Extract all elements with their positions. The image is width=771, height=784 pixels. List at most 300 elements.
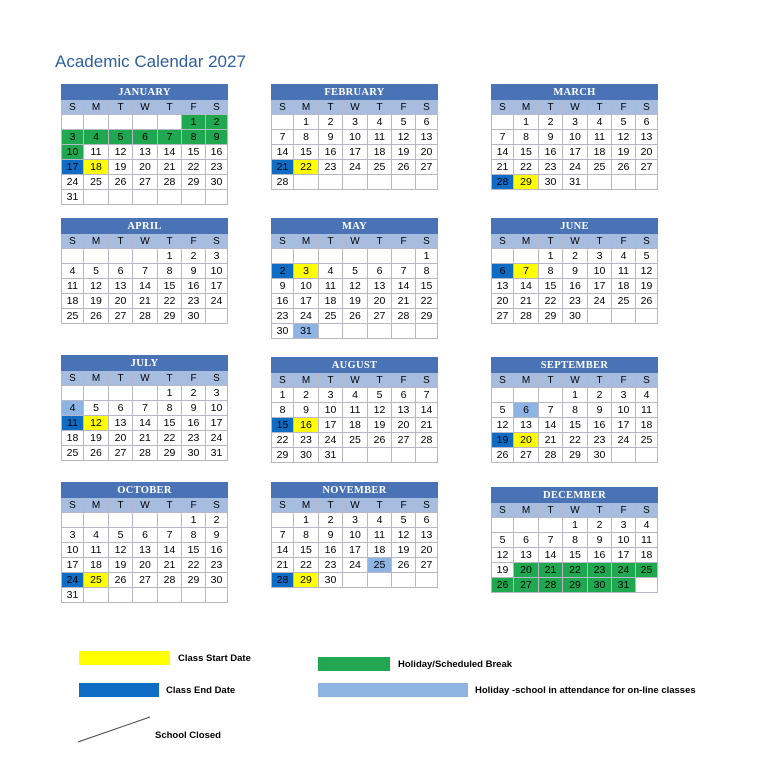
day-cell: 27 xyxy=(109,309,133,324)
day-cell: 13 xyxy=(109,279,133,294)
day-cell: 8 xyxy=(563,403,588,418)
week-row xyxy=(492,433,658,448)
weekday-label: F xyxy=(182,234,206,249)
day-cell: 10 xyxy=(206,401,228,416)
day-cell: 18 xyxy=(636,548,658,563)
empty-cell xyxy=(368,324,392,339)
day-cell: 30 xyxy=(182,446,206,461)
day-cell: 27 xyxy=(416,558,438,573)
day-cell: 9 xyxy=(539,130,563,145)
empty-cell xyxy=(636,448,658,463)
day-cell: 1 xyxy=(272,388,294,403)
day-cell: 29 xyxy=(539,309,563,324)
day-cell: 23 xyxy=(182,294,206,309)
day-cell: 6 xyxy=(133,528,158,543)
day-cell: 29 xyxy=(158,446,182,461)
empty-cell xyxy=(109,249,133,264)
day-cell: 3 xyxy=(343,513,368,528)
day-cell: 5 xyxy=(492,403,514,418)
day-cell: 2 xyxy=(182,249,206,264)
day-cell: 31 xyxy=(563,175,588,190)
day-cell: 26 xyxy=(492,578,514,593)
weekday-label: T xyxy=(539,373,563,388)
empty-cell xyxy=(368,573,392,588)
day-cell: 30 xyxy=(539,175,563,190)
month-march xyxy=(491,84,658,190)
day-cell: 2 xyxy=(319,115,343,130)
day-cell: 9 xyxy=(563,264,588,279)
day-cell: 21 xyxy=(539,433,563,448)
weekday-label: S xyxy=(206,498,228,513)
day-cell: 25 xyxy=(636,433,658,448)
day-cell: 4 xyxy=(343,388,368,403)
day-cell: 18 xyxy=(368,145,392,160)
day-cell: 7 xyxy=(133,401,158,416)
week-row xyxy=(272,309,438,324)
month-february xyxy=(271,84,438,190)
week-row xyxy=(492,563,658,578)
day-cell: 28 xyxy=(133,446,158,461)
day-cell: 16 xyxy=(319,543,343,558)
day-cell: 28 xyxy=(514,309,539,324)
day-cell: 2 xyxy=(588,388,612,403)
day-cell: 28 xyxy=(272,573,294,588)
month-april xyxy=(61,218,228,324)
day-cell: 1 xyxy=(294,513,319,528)
weekday-label: S xyxy=(636,503,658,518)
weekday-label: S xyxy=(492,100,514,115)
day-cell: 13 xyxy=(109,416,133,431)
day-cell: 29 xyxy=(182,175,206,190)
week-row xyxy=(492,403,658,418)
day-cell: 6 xyxy=(416,513,438,528)
day-cell: 28 xyxy=(158,573,182,588)
day-cell: 14 xyxy=(539,418,563,433)
week-row xyxy=(62,558,228,573)
day-cell: 6 xyxy=(636,115,658,130)
day-cell: 10 xyxy=(588,264,612,279)
empty-cell xyxy=(109,386,133,401)
empty-cell xyxy=(492,115,514,130)
weekday-label: W xyxy=(133,234,158,249)
empty-cell xyxy=(636,175,658,190)
empty-cell xyxy=(539,518,563,533)
empty-cell xyxy=(133,190,158,205)
weekday-label: W xyxy=(133,371,158,386)
weekday-label: T xyxy=(319,373,343,388)
weekday-label: T xyxy=(158,371,182,386)
day-cell: 4 xyxy=(588,115,612,130)
day-cell: 21 xyxy=(158,558,182,573)
week-row xyxy=(272,388,438,403)
day-cell: 7 xyxy=(158,528,182,543)
month-table xyxy=(271,218,438,339)
day-cell: 5 xyxy=(109,528,133,543)
day-cell: 13 xyxy=(514,548,539,563)
week-row xyxy=(62,401,228,416)
day-cell: 12 xyxy=(368,403,392,418)
day-cell: 21 xyxy=(272,558,294,573)
week-row xyxy=(492,533,658,548)
day-cell: 11 xyxy=(636,403,658,418)
legend-end-label: Class End Date xyxy=(166,685,236,696)
day-cell: 17 xyxy=(343,145,368,160)
day-cell: 28 xyxy=(158,175,182,190)
day-cell: 14 xyxy=(272,543,294,558)
day-cell: 4 xyxy=(636,388,658,403)
week-row xyxy=(272,403,438,418)
month-table xyxy=(271,482,438,588)
day-cell: 24 xyxy=(612,563,636,578)
day-cell: 10 xyxy=(319,403,343,418)
week-row xyxy=(62,446,228,461)
day-cell: 21 xyxy=(514,294,539,309)
day-cell: 6 xyxy=(492,264,514,279)
weekday-label: F xyxy=(392,234,416,249)
day-cell: 5 xyxy=(392,513,416,528)
day-cell: 30 xyxy=(588,578,612,593)
weekday-label: W xyxy=(133,100,158,115)
weekday-label: S xyxy=(416,100,438,115)
week-row xyxy=(272,160,438,175)
day-cell: 12 xyxy=(84,279,109,294)
day-cell: 29 xyxy=(294,573,319,588)
day-cell: 13 xyxy=(514,418,539,433)
weekday-label: T xyxy=(539,234,563,249)
empty-cell xyxy=(612,175,636,190)
day-cell: 14 xyxy=(133,279,158,294)
weekday-label: S xyxy=(636,373,658,388)
month-name: JULY xyxy=(62,356,228,371)
day-cell: 31 xyxy=(294,324,319,339)
day-cell: 16 xyxy=(319,145,343,160)
day-cell: 3 xyxy=(343,115,368,130)
empty-cell xyxy=(368,448,392,463)
day-cell: 22 xyxy=(158,294,182,309)
weekday-label: S xyxy=(206,234,228,249)
weekday-label: T xyxy=(158,100,182,115)
day-cell: 4 xyxy=(84,130,109,145)
empty-cell xyxy=(343,448,368,463)
day-cell: 26 xyxy=(343,309,368,324)
legend-online-swatch xyxy=(318,683,468,697)
day-cell: 27 xyxy=(392,433,416,448)
month-june xyxy=(491,218,658,324)
weekday-label: S xyxy=(636,234,658,249)
day-cell: 29 xyxy=(563,448,588,463)
week-row xyxy=(62,309,228,324)
month-august xyxy=(271,357,438,463)
day-cell: 8 xyxy=(294,528,319,543)
day-cell: 7 xyxy=(492,130,514,145)
weekday-label: T xyxy=(368,234,392,249)
weekday-label: S xyxy=(62,234,84,249)
day-cell: 4 xyxy=(368,115,392,130)
day-cell: 19 xyxy=(84,431,109,446)
day-cell: 13 xyxy=(368,279,392,294)
month-name: APRIL xyxy=(62,219,228,234)
day-cell: 20 xyxy=(133,558,158,573)
weekday-label: S xyxy=(416,373,438,388)
day-cell: 13 xyxy=(133,543,158,558)
week-row xyxy=(492,418,658,433)
day-cell: 27 xyxy=(416,160,438,175)
weekday-label: S xyxy=(206,371,228,386)
week-row xyxy=(62,145,228,160)
day-cell: 12 xyxy=(392,528,416,543)
empty-cell xyxy=(272,513,294,528)
day-cell: 14 xyxy=(272,145,294,160)
day-cell: 20 xyxy=(133,160,158,175)
day-cell: 20 xyxy=(636,145,658,160)
day-cell: 25 xyxy=(62,309,84,324)
month-name: JUNE xyxy=(492,219,658,234)
empty-cell xyxy=(182,588,206,603)
empty-cell xyxy=(514,518,539,533)
week-row xyxy=(62,279,228,294)
weekday-label: W xyxy=(343,373,368,388)
day-cell: 7 xyxy=(416,388,438,403)
weekday-label: F xyxy=(392,498,416,513)
day-cell: 6 xyxy=(133,130,158,145)
day-cell: 27 xyxy=(368,309,392,324)
day-cell: 31 xyxy=(612,578,636,593)
weekday-label: M xyxy=(294,100,319,115)
day-cell: 20 xyxy=(514,433,539,448)
month-september xyxy=(491,357,658,463)
day-cell: 30 xyxy=(206,573,228,588)
day-cell: 21 xyxy=(158,160,182,175)
day-cell: 17 xyxy=(588,279,612,294)
day-cell: 3 xyxy=(612,388,636,403)
week-row xyxy=(62,190,228,205)
day-cell: 28 xyxy=(539,578,563,593)
empty-cell xyxy=(492,518,514,533)
weekday-label: S xyxy=(492,503,514,518)
day-cell: 1 xyxy=(294,115,319,130)
empty-cell xyxy=(62,386,84,401)
empty-cell xyxy=(109,588,133,603)
weekday-label: S xyxy=(62,100,84,115)
day-cell: 11 xyxy=(62,279,84,294)
day-cell: 22 xyxy=(514,160,539,175)
month-table xyxy=(61,482,228,603)
day-cell: 20 xyxy=(492,294,514,309)
day-cell: 2 xyxy=(206,513,228,528)
month-name: JANUARY xyxy=(62,85,228,100)
legend-online-label: Holiday -school in attendance for on-line classes xyxy=(475,685,696,696)
day-cell: 28 xyxy=(133,309,158,324)
day-cell: 10 xyxy=(612,403,636,418)
day-cell: 26 xyxy=(392,558,416,573)
day-cell: 22 xyxy=(272,433,294,448)
day-cell: 11 xyxy=(368,528,392,543)
day-cell: 3 xyxy=(206,249,228,264)
empty-cell xyxy=(416,573,438,588)
weekday-label: F xyxy=(612,100,636,115)
day-cell: 12 xyxy=(343,279,368,294)
day-cell: 5 xyxy=(109,130,133,145)
day-cell: 30 xyxy=(182,309,206,324)
day-cell: 19 xyxy=(343,294,368,309)
weekday-label: S xyxy=(416,234,438,249)
week-row xyxy=(492,160,658,175)
day-cell: 15 xyxy=(539,279,563,294)
empty-cell xyxy=(492,388,514,403)
empty-cell xyxy=(343,324,368,339)
week-row xyxy=(272,573,438,588)
legend-start-swatch xyxy=(79,651,170,665)
month-table xyxy=(491,218,658,324)
day-cell: 26 xyxy=(492,448,514,463)
day-cell: 26 xyxy=(109,175,133,190)
week-row xyxy=(492,130,658,145)
weekday-label: W xyxy=(343,498,368,513)
day-cell: 4 xyxy=(368,513,392,528)
weekday-label: T xyxy=(319,100,343,115)
empty-cell xyxy=(294,249,319,264)
day-cell: 18 xyxy=(636,418,658,433)
day-cell: 13 xyxy=(392,403,416,418)
week-row xyxy=(272,145,438,160)
day-cell: 23 xyxy=(588,563,612,578)
empty-cell xyxy=(343,249,368,264)
day-cell: 10 xyxy=(343,130,368,145)
day-cell: 20 xyxy=(514,563,539,578)
day-cell: 28 xyxy=(272,175,294,190)
week-row xyxy=(272,543,438,558)
day-cell: 25 xyxy=(62,446,84,461)
day-cell: 27 xyxy=(492,309,514,324)
day-cell: 20 xyxy=(368,294,392,309)
day-cell: 18 xyxy=(84,558,109,573)
day-cell: 2 xyxy=(206,115,228,130)
day-cell: 9 xyxy=(319,130,343,145)
day-cell: 21 xyxy=(392,294,416,309)
day-cell: 21 xyxy=(272,160,294,175)
day-cell: 22 xyxy=(294,558,319,573)
page-title: Academic Calendar 2027 xyxy=(55,52,246,71)
weekday-label: M xyxy=(84,498,109,513)
day-cell: 24 xyxy=(62,175,84,190)
day-cell: 19 xyxy=(636,279,658,294)
weekday-label: W xyxy=(343,100,368,115)
empty-cell xyxy=(343,573,368,588)
empty-cell xyxy=(62,115,84,130)
weekday-label: T xyxy=(319,498,343,513)
day-cell: 17 xyxy=(206,416,228,431)
day-cell: 2 xyxy=(588,518,612,533)
week-row xyxy=(492,264,658,279)
week-row xyxy=(62,249,228,264)
weekday-label: T xyxy=(109,371,133,386)
day-cell: 10 xyxy=(62,543,84,558)
empty-cell xyxy=(492,249,514,264)
day-cell: 24 xyxy=(206,431,228,446)
empty-cell xyxy=(62,513,84,528)
legend-end-swatch xyxy=(79,683,159,697)
day-cell: 10 xyxy=(294,279,319,294)
month-table xyxy=(491,487,658,593)
week-row xyxy=(272,130,438,145)
day-cell: 15 xyxy=(158,279,182,294)
day-cell: 17 xyxy=(294,294,319,309)
weekday-label: F xyxy=(392,373,416,388)
day-cell: 24 xyxy=(62,573,84,588)
day-cell: 15 xyxy=(158,416,182,431)
month-january xyxy=(61,84,228,205)
day-cell: 15 xyxy=(514,145,539,160)
day-cell: 23 xyxy=(588,433,612,448)
day-cell: 9 xyxy=(319,528,343,543)
day-cell: 5 xyxy=(612,115,636,130)
weekday-label: T xyxy=(588,503,612,518)
day-cell: 29 xyxy=(158,309,182,324)
weekday-label: S xyxy=(492,373,514,388)
day-cell: 20 xyxy=(109,431,133,446)
day-cell: 1 xyxy=(182,513,206,528)
day-cell: 16 xyxy=(182,279,206,294)
weekday-label: T xyxy=(588,234,612,249)
day-cell: 5 xyxy=(368,388,392,403)
day-cell: 5 xyxy=(343,264,368,279)
week-row xyxy=(62,115,228,130)
day-cell: 26 xyxy=(392,160,416,175)
day-cell: 20 xyxy=(416,145,438,160)
legend-closed-label: School Closed xyxy=(155,730,221,741)
day-cell: 11 xyxy=(319,279,343,294)
week-row xyxy=(62,294,228,309)
empty-cell xyxy=(392,573,416,588)
day-cell: 25 xyxy=(84,175,109,190)
weekday-label: S xyxy=(272,373,294,388)
day-cell: 8 xyxy=(182,528,206,543)
empty-cell xyxy=(84,190,109,205)
legend-break-swatch xyxy=(318,657,390,671)
weekday-label: M xyxy=(294,234,319,249)
day-cell: 22 xyxy=(182,160,206,175)
day-cell: 21 xyxy=(539,563,563,578)
empty-cell xyxy=(133,588,158,603)
day-cell: 31 xyxy=(62,588,84,603)
day-cell: 19 xyxy=(612,145,636,160)
day-cell: 3 xyxy=(588,249,612,264)
week-row xyxy=(272,324,438,339)
day-cell: 20 xyxy=(392,418,416,433)
empty-cell xyxy=(392,175,416,190)
legend-start-label: Class Start Date xyxy=(178,653,251,664)
weekday-label: M xyxy=(514,234,539,249)
day-cell: 14 xyxy=(492,145,514,160)
day-cell: 21 xyxy=(133,431,158,446)
day-cell: 8 xyxy=(416,264,438,279)
day-cell: 8 xyxy=(539,264,563,279)
weekday-label: M xyxy=(294,498,319,513)
day-cell: 19 xyxy=(109,160,133,175)
day-cell: 18 xyxy=(343,418,368,433)
month-table xyxy=(61,355,228,461)
day-cell: 23 xyxy=(539,160,563,175)
weekday-label: S xyxy=(272,100,294,115)
weekday-label: M xyxy=(294,373,319,388)
week-row xyxy=(492,448,658,463)
legend-closed-line xyxy=(76,714,154,744)
day-cell: 22 xyxy=(539,294,563,309)
day-cell: 1 xyxy=(416,249,438,264)
day-cell: 24 xyxy=(319,433,343,448)
week-row xyxy=(492,249,658,264)
day-cell: 12 xyxy=(84,416,109,431)
